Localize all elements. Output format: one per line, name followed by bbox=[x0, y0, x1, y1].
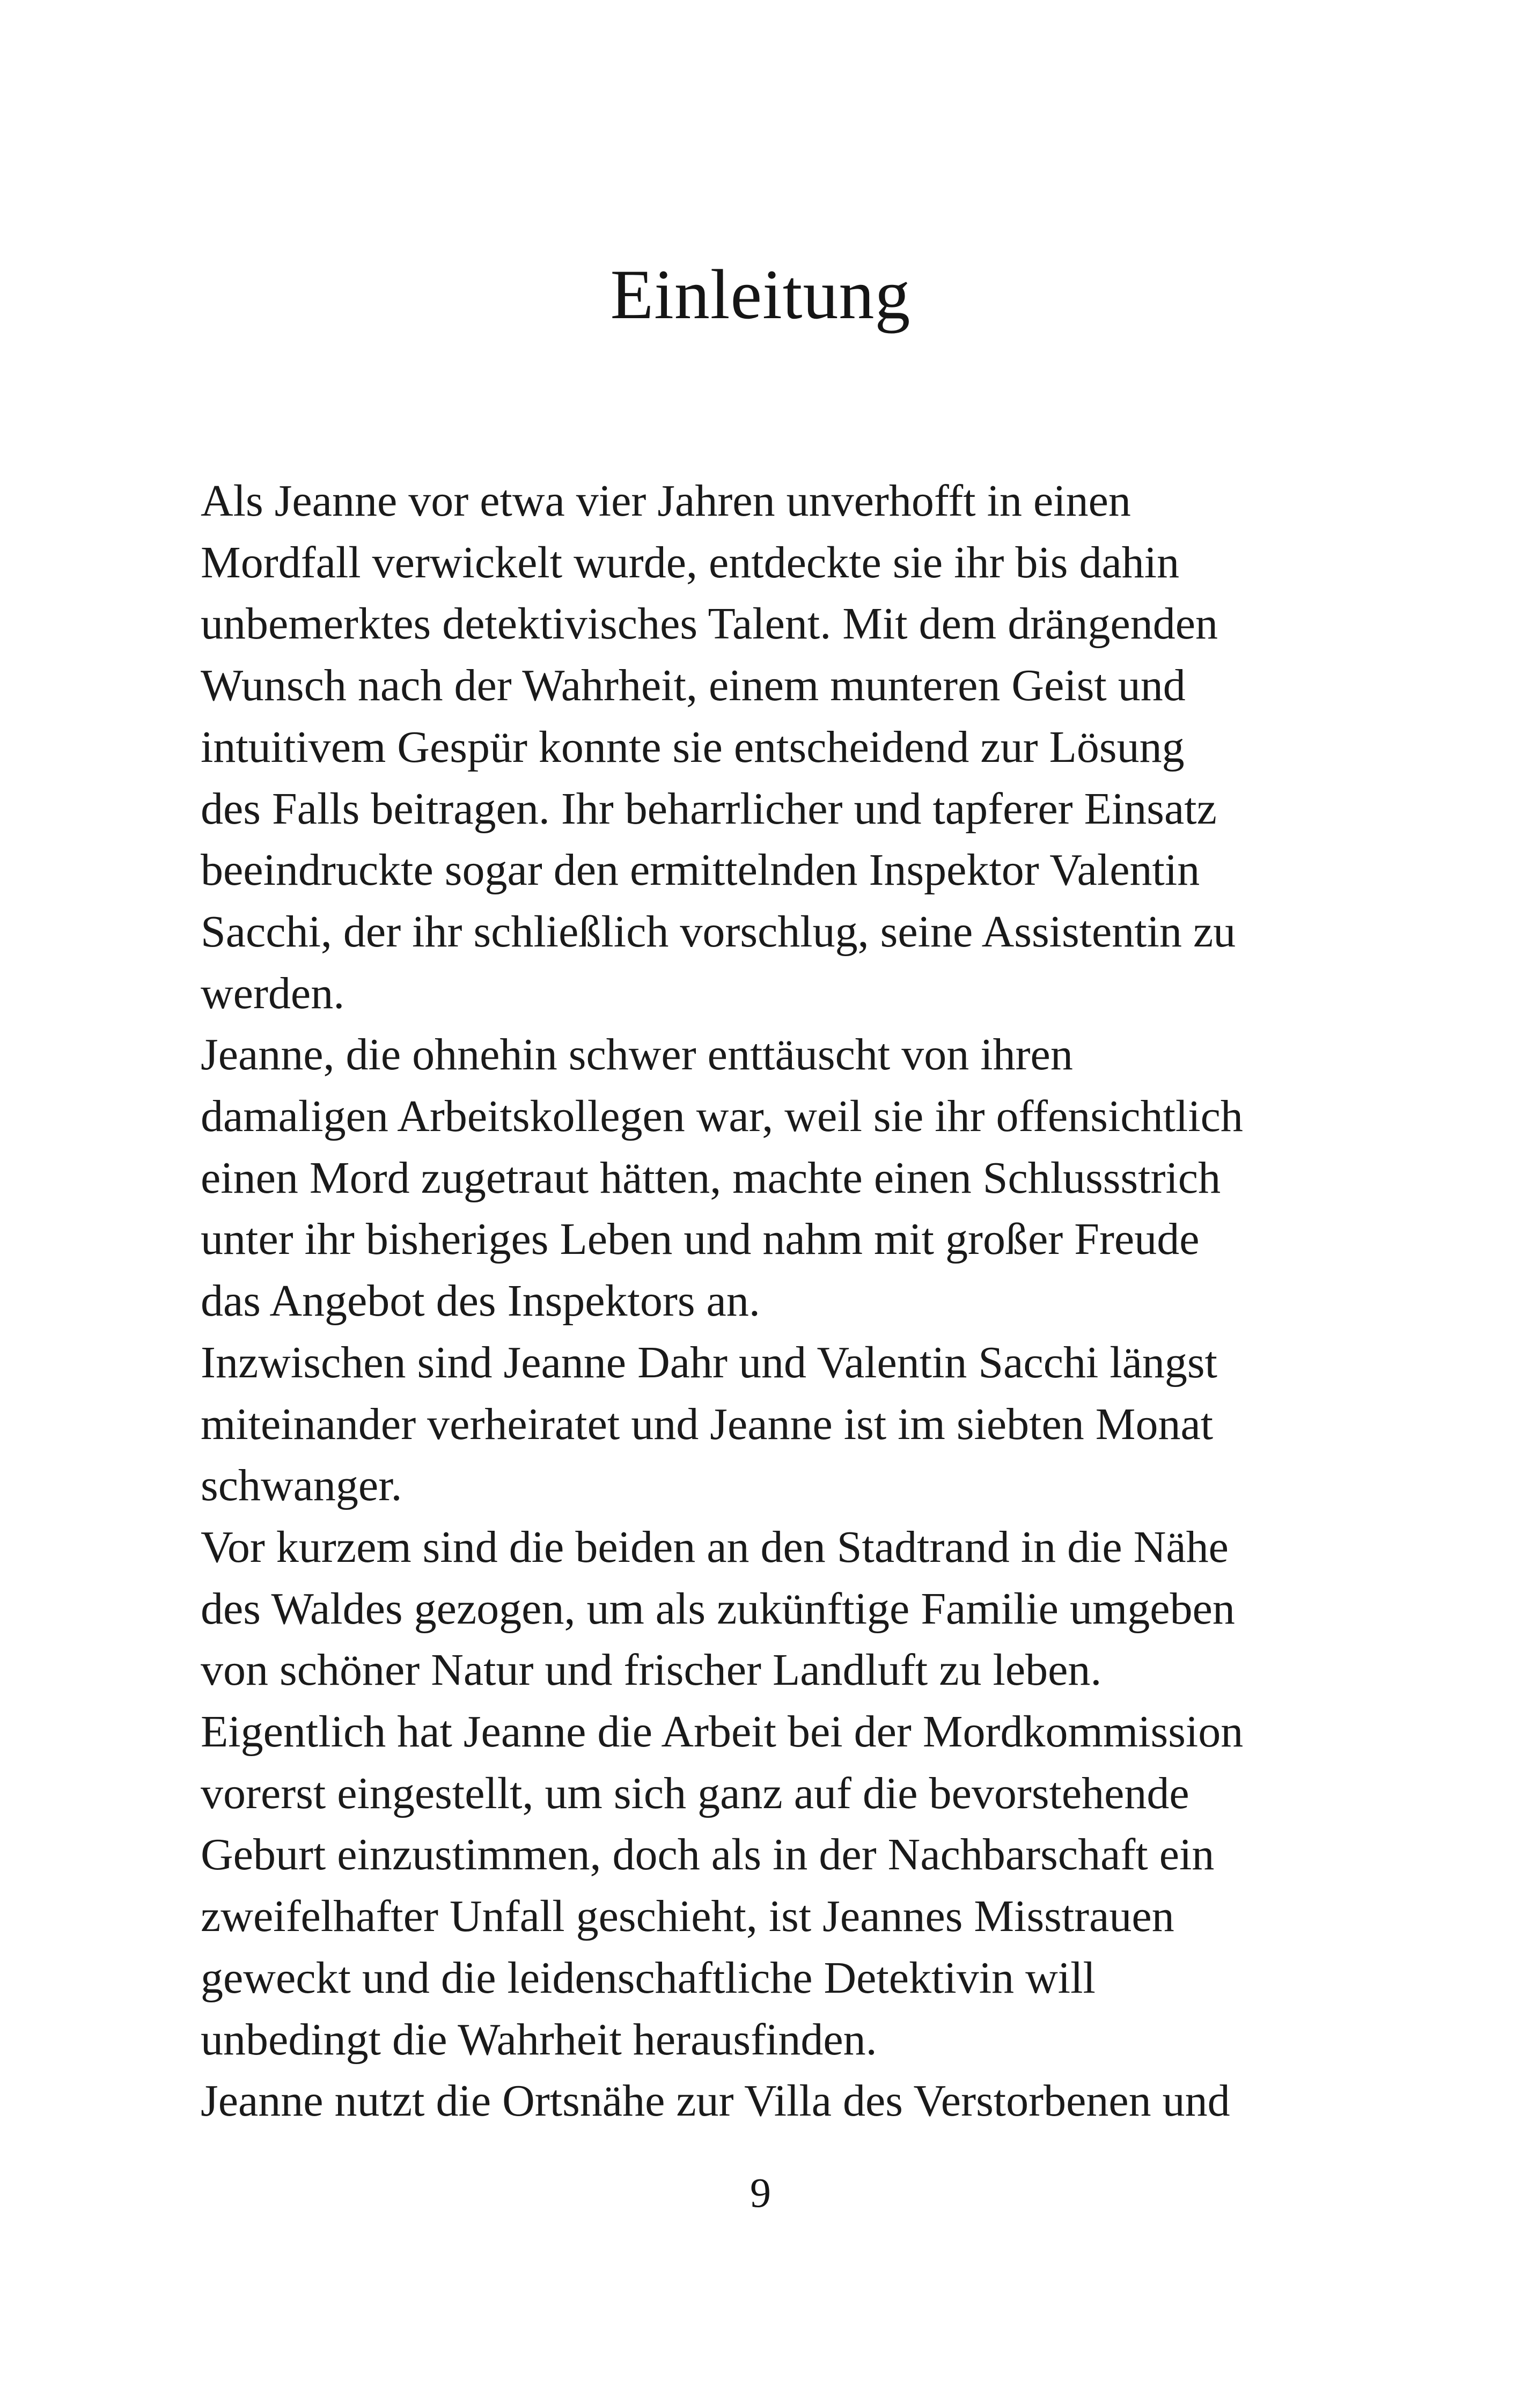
text-line: werden. bbox=[201, 968, 345, 1018]
text-line: das Angebot des Inspektors an. bbox=[201, 1276, 760, 1326]
text-line: des Falls beitragen. Ihr beharrlicher und tapferer Einsatz bbox=[201, 783, 1217, 834]
text-line: intuitivem Gespür konnte sie entscheidend zur Lösung bbox=[201, 722, 1185, 772]
chapter-title: Einleitung bbox=[610, 255, 911, 334]
text-line: Jeanne, die ohnehin schwer enttäuscht von ihren bbox=[201, 1030, 1073, 1080]
text-line: Jeanne nutzt die Ortsnähe zur Villa des Verstorbenen und bbox=[201, 2076, 1230, 2126]
text-line: vorerst eingestellt, um sich ganz auf die bevorstehende bbox=[201, 1768, 1189, 1818]
text-line: zweifelhafter Unfall geschieht, ist Jeannes Misstrauen bbox=[201, 1891, 1174, 1942]
text-line: miteinander verheiratet und Jeanne ist im siebten Monat bbox=[201, 1399, 1214, 1449]
text-line: unter ihr bisheriges Leben und nahm mit großer Freude bbox=[201, 1214, 1200, 1265]
text-line: Eigentlich hat Jeanne die Arbeit bei der Mordkommission bbox=[201, 1707, 1244, 1757]
text-line: Geburt einzustimmen, doch als in der Nachbarschaft ein bbox=[201, 1830, 1215, 1880]
text-line: Sacchi, der ihr schließlich vorschlug, seine Assistentin zu bbox=[201, 906, 1236, 957]
text-line: beeindruckte sogar den ermittelnden Inspektor Valentin bbox=[201, 845, 1200, 895]
text-line: schwanger. bbox=[201, 1460, 402, 1511]
text-line: Wunsch nach der Wahrheit, einem munteren Geist und bbox=[201, 660, 1186, 711]
text-line: Vor kurzem sind die beiden an den Stadtrand in die Nähe bbox=[201, 1522, 1229, 1572]
body-text bbox=[201, 471, 1338, 2132]
text-line: unbemerktes detektivisches Talent. Mit dem drängenden bbox=[201, 599, 1218, 649]
page-number: 9 bbox=[750, 2169, 771, 2216]
text-line: von schöner Natur und frischer Landluft zu leben. bbox=[201, 1645, 1102, 1695]
text-line: geweckt und die leidenschaftliche Detektivin will bbox=[201, 1952, 1096, 2003]
text-line: Mordfall verwickelt wurde, entdeckte sie ihr bis dahin bbox=[201, 537, 1180, 588]
text-line: des Waldes gezogen, um als zukünftige Familie umgeben bbox=[201, 1583, 1235, 1634]
text-line: damaligen Arbeitskollegen war, weil sie ihr offensichtlich bbox=[201, 1091, 1243, 1142]
text-line: unbedingt die Wahrheit herausfinden. bbox=[201, 2014, 877, 2065]
text-line: einen Mord zugetraut hätten, machte einen Schlussstrich bbox=[201, 1152, 1221, 1203]
text-line: Inzwischen sind Jeanne Dahr und Valentin Sacchi längst bbox=[201, 1337, 1217, 1387]
text-line: Als Jeanne vor etwa vier Jahren unverhofft in einen bbox=[201, 476, 1131, 526]
